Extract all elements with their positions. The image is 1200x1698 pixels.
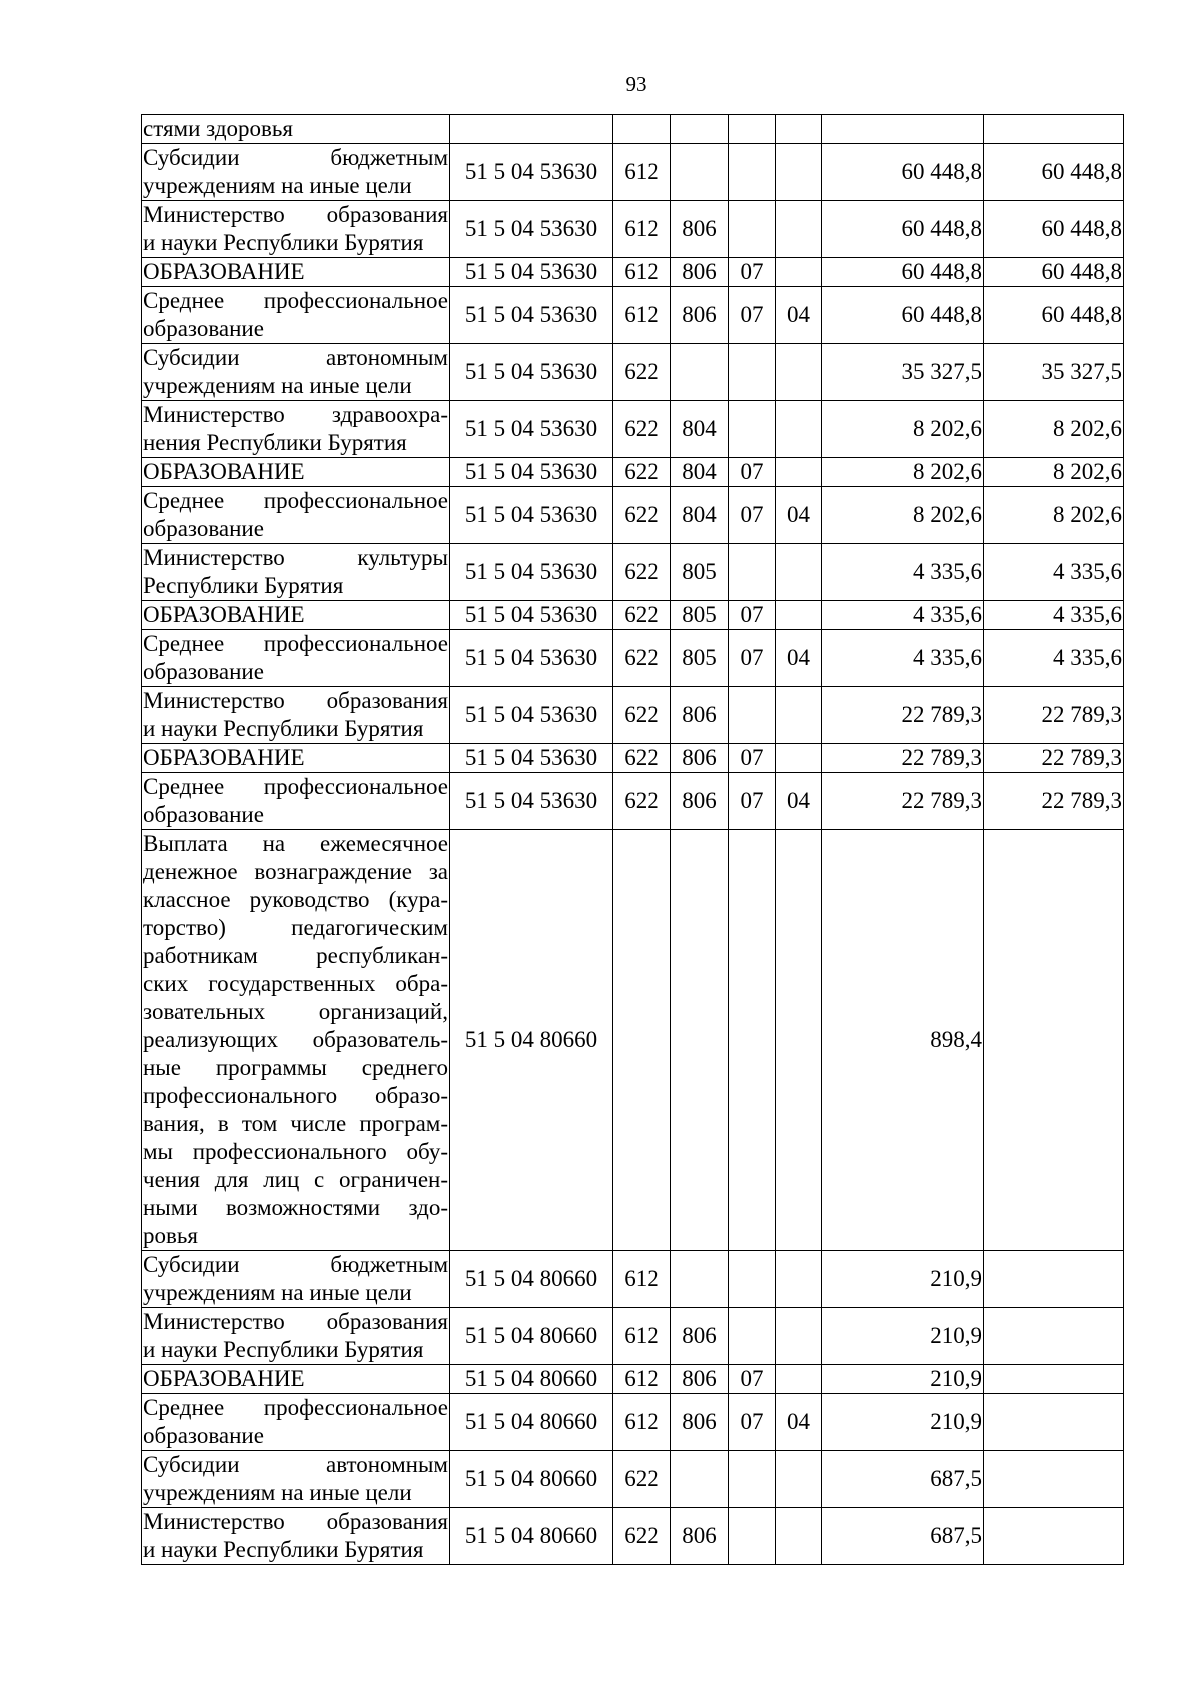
item-name-line: Субсидии бюджетным bbox=[143, 145, 448, 170]
target-article-cell: 51 5 04 53630 bbox=[450, 601, 613, 630]
target-article-cell: 51 5 04 53630 bbox=[450, 287, 613, 344]
expense-type-cell: 622 bbox=[613, 744, 671, 773]
amount-cell: 687,5 bbox=[822, 1451, 984, 1508]
expense-type-cell: 622 bbox=[613, 401, 671, 458]
table-row bbox=[142, 1451, 1124, 1508]
table-row bbox=[142, 258, 1124, 287]
table-row bbox=[142, 287, 1124, 344]
section-cell bbox=[729, 1308, 776, 1365]
ministry-code-cell: 806 bbox=[671, 1394, 729, 1451]
item-name-line: ные программы среднего bbox=[143, 1055, 448, 1080]
amount-approved-cell: 8 202,6 bbox=[984, 401, 1124, 458]
item-name-line: денежное вознаграждение за bbox=[143, 859, 448, 884]
amount-approved-cell bbox=[984, 1451, 1124, 1508]
item-name-line: ОБРАЗОВАНИЕ bbox=[143, 745, 305, 770]
ministry-code-cell bbox=[671, 1451, 729, 1508]
table-row bbox=[142, 1251, 1124, 1308]
subsection-cell bbox=[776, 144, 822, 201]
item-name-line: ОБРАЗОВАНИЕ bbox=[143, 459, 305, 484]
table-row bbox=[142, 1365, 1124, 1394]
subsection-cell: 04 bbox=[776, 773, 822, 830]
subsection-cell bbox=[776, 1308, 822, 1365]
page-number: 93 bbox=[625, 72, 647, 96]
item-name-cell bbox=[142, 344, 450, 401]
amount-approved-cell: 35 327,5 bbox=[984, 344, 1124, 401]
item-name-line: реализующих образователь- bbox=[143, 1027, 448, 1052]
target-article-cell: 51 5 04 53630 bbox=[450, 401, 613, 458]
section-cell: 07 bbox=[729, 744, 776, 773]
expense-type-cell: 612 bbox=[613, 1365, 671, 1394]
item-name-cell bbox=[142, 458, 450, 487]
target-article-cell: 51 5 04 53630 bbox=[450, 744, 613, 773]
item-name-line: зовательных организаций, bbox=[143, 999, 448, 1024]
subsection-cell bbox=[776, 744, 822, 773]
item-name-line: работникам республикан- bbox=[143, 943, 448, 968]
target-article-cell: 51 5 04 53630 bbox=[450, 144, 613, 201]
ministry-code-cell: 806 bbox=[671, 1308, 729, 1365]
amount-cell: 4 335,6 bbox=[822, 601, 984, 630]
item-name-line: чения для лиц с ограничен- bbox=[143, 1167, 448, 1192]
ministry-code-cell: 806 bbox=[671, 287, 729, 344]
section-cell bbox=[729, 401, 776, 458]
amount-cell: 4 335,6 bbox=[822, 630, 984, 687]
target-article-cell: 51 5 04 53630 bbox=[450, 687, 613, 744]
section-cell: 07 bbox=[729, 258, 776, 287]
table-row bbox=[142, 544, 1124, 601]
table-row bbox=[142, 201, 1124, 258]
item-name-line: образование bbox=[143, 316, 264, 341]
item-name-cell bbox=[142, 544, 450, 601]
item-name-line: нения Республики Бурятия bbox=[143, 430, 407, 455]
expense-type-cell: 622 bbox=[613, 630, 671, 687]
item-name-cell bbox=[142, 1451, 450, 1508]
ministry-code-cell bbox=[671, 115, 729, 144]
amount-cell: 210,9 bbox=[822, 1251, 984, 1308]
expense-type-cell: 622 bbox=[613, 687, 671, 744]
table-row bbox=[142, 773, 1124, 830]
item-name-line: и науки Республики Бурятия bbox=[143, 230, 424, 255]
item-name-cell bbox=[142, 401, 450, 458]
target-article-cell: 51 5 04 80660 bbox=[450, 1451, 613, 1508]
table-row bbox=[142, 344, 1124, 401]
section-cell bbox=[729, 115, 776, 144]
amount-approved-cell: 60 448,8 bbox=[984, 258, 1124, 287]
table-row bbox=[142, 144, 1124, 201]
table-row bbox=[142, 1508, 1124, 1565]
item-name-line: образование bbox=[143, 659, 264, 684]
target-article-cell: 51 5 04 53630 bbox=[450, 258, 613, 287]
expense-type-cell bbox=[613, 830, 671, 1251]
amount-cell: 60 448,8 bbox=[822, 258, 984, 287]
expense-type-cell: 612 bbox=[613, 1251, 671, 1308]
section-cell: 07 bbox=[729, 773, 776, 830]
expense-type-cell: 622 bbox=[613, 487, 671, 544]
target-article-cell: 51 5 04 53630 bbox=[450, 458, 613, 487]
amount-approved-cell: 22 789,3 bbox=[984, 773, 1124, 830]
subsection-cell bbox=[776, 458, 822, 487]
table-row bbox=[142, 1394, 1124, 1451]
item-name-cell bbox=[142, 115, 450, 144]
section-cell: 07 bbox=[729, 287, 776, 344]
expense-type-cell: 612 bbox=[613, 144, 671, 201]
target-article-cell: 51 5 04 53630 bbox=[450, 344, 613, 401]
subsection-cell bbox=[776, 601, 822, 630]
item-name-line: Среднее профессиональное bbox=[143, 631, 448, 656]
ministry-code-cell: 805 bbox=[671, 544, 729, 601]
expense-type-cell: 622 bbox=[613, 1508, 671, 1565]
subsection-cell bbox=[776, 1365, 822, 1394]
item-name-line: образование bbox=[143, 516, 264, 541]
target-article-cell: 51 5 04 80660 bbox=[450, 1251, 613, 1308]
amount-approved-cell: 4 335,6 bbox=[984, 601, 1124, 630]
table-row bbox=[142, 830, 1124, 1251]
item-name-line: Среднее профессиональное bbox=[143, 1395, 448, 1420]
table-row bbox=[142, 115, 1124, 144]
item-name-line: Среднее профессиональное bbox=[143, 488, 448, 513]
item-name-line: образование bbox=[143, 802, 264, 827]
amount-approved-cell bbox=[984, 1308, 1124, 1365]
ministry-code-cell bbox=[671, 144, 729, 201]
item-name-cell bbox=[142, 773, 450, 830]
ministry-code-cell: 804 bbox=[671, 401, 729, 458]
amount-cell: 210,9 bbox=[822, 1394, 984, 1451]
amount-approved-cell: 4 335,6 bbox=[984, 544, 1124, 601]
item-name-cell bbox=[142, 258, 450, 287]
subsection-cell bbox=[776, 258, 822, 287]
item-name-line: и науки Республики Бурятия bbox=[143, 1537, 424, 1562]
ministry-code-cell: 806 bbox=[671, 744, 729, 773]
expense-type-cell: 622 bbox=[613, 458, 671, 487]
target-article-cell: 51 5 04 53630 bbox=[450, 630, 613, 687]
ministry-code-cell: 806 bbox=[671, 201, 729, 258]
ministry-code-cell bbox=[671, 344, 729, 401]
expense-type-cell: 612 bbox=[613, 1394, 671, 1451]
amount-approved-cell: 60 448,8 bbox=[984, 287, 1124, 344]
item-name-cell bbox=[142, 830, 450, 1251]
section-cell: 07 bbox=[729, 487, 776, 544]
item-name-cell bbox=[142, 1365, 450, 1394]
subsection-cell: 04 bbox=[776, 487, 822, 544]
section-cell bbox=[729, 344, 776, 401]
table-row bbox=[142, 601, 1124, 630]
item-name-line: Министерство здравоохра- bbox=[143, 402, 448, 427]
item-name-cell bbox=[142, 601, 450, 630]
item-name-line: Министерство образования bbox=[143, 688, 448, 713]
section-cell bbox=[729, 830, 776, 1251]
amount-approved-cell: 60 448,8 bbox=[984, 201, 1124, 258]
amount-cell: 4 335,6 bbox=[822, 544, 984, 601]
section-cell bbox=[729, 1451, 776, 1508]
table-row bbox=[142, 1308, 1124, 1365]
expense-type-cell: 612 bbox=[613, 1308, 671, 1365]
item-name-line: и науки Республики Бурятия bbox=[143, 1337, 424, 1362]
amount-approved-cell: 60 448,8 bbox=[984, 144, 1124, 201]
amount-approved-cell: 4 335,6 bbox=[984, 630, 1124, 687]
amount-approved-cell bbox=[984, 1508, 1124, 1565]
item-name-line: ОБРАЗОВАНИЕ bbox=[143, 259, 305, 284]
ministry-code-cell: 806 bbox=[671, 773, 729, 830]
item-name-cell bbox=[142, 744, 450, 773]
item-name-line: мы профессионального обу- bbox=[143, 1139, 448, 1164]
amount-cell: 687,5 bbox=[822, 1508, 984, 1565]
ministry-code-cell: 805 bbox=[671, 630, 729, 687]
target-article-cell: 51 5 04 53630 bbox=[450, 487, 613, 544]
item-name-line: ОБРАЗОВАНИЕ bbox=[143, 1366, 305, 1391]
ministry-code-cell: 806 bbox=[671, 1508, 729, 1565]
amount-cell: 22 789,3 bbox=[822, 687, 984, 744]
expense-type-cell: 622 bbox=[613, 1451, 671, 1508]
table-row bbox=[142, 487, 1124, 544]
target-article-cell: 51 5 04 80660 bbox=[450, 830, 613, 1251]
ministry-code-cell: 804 bbox=[671, 458, 729, 487]
expense-type-cell: 612 bbox=[613, 201, 671, 258]
subsection-cell bbox=[776, 544, 822, 601]
item-name-line: Выплата на ежемесячное bbox=[143, 831, 448, 856]
amount-approved-cell bbox=[984, 830, 1124, 1251]
subsection-cell bbox=[776, 687, 822, 744]
subsection-cell bbox=[776, 201, 822, 258]
amount-cell: 210,9 bbox=[822, 1365, 984, 1394]
item-name-line: Министерство образования bbox=[143, 1509, 448, 1534]
item-name-cell bbox=[142, 687, 450, 744]
item-name-cell bbox=[142, 287, 450, 344]
section-cell bbox=[729, 1251, 776, 1308]
target-article-cell bbox=[450, 115, 613, 144]
item-name-line: ских государственных обра- bbox=[143, 971, 448, 996]
item-name-cell bbox=[142, 630, 450, 687]
section-cell: 07 bbox=[729, 630, 776, 687]
amount-approved-cell bbox=[984, 1394, 1124, 1451]
item-name-line: учреждениям на иные цели bbox=[143, 173, 412, 198]
expense-type-cell: 622 bbox=[613, 773, 671, 830]
item-name-line: и науки Республики Бурятия bbox=[143, 716, 424, 741]
amount-cell bbox=[822, 115, 984, 144]
amount-cell: 22 789,3 bbox=[822, 744, 984, 773]
target-article-cell: 51 5 04 53630 bbox=[450, 544, 613, 601]
table-row bbox=[142, 744, 1124, 773]
subsection-cell: 04 bbox=[776, 630, 822, 687]
item-name-line: Республики Бурятия bbox=[143, 573, 344, 598]
item-name-line: учреждениям на иные цели bbox=[143, 1480, 412, 1505]
amount-cell: 60 448,8 bbox=[822, 201, 984, 258]
amount-approved-cell: 8 202,6 bbox=[984, 487, 1124, 544]
ministry-code-cell: 805 bbox=[671, 601, 729, 630]
ministry-code-cell: 806 bbox=[671, 687, 729, 744]
expense-type-cell: 622 bbox=[613, 544, 671, 601]
target-article-cell: 51 5 04 53630 bbox=[450, 201, 613, 258]
subsection-cell bbox=[776, 1451, 822, 1508]
subsection-cell bbox=[776, 1508, 822, 1565]
item-name-line: Министерство культуры bbox=[143, 545, 448, 570]
item-name-line: учреждениям на иные цели bbox=[143, 1280, 412, 1305]
section-cell bbox=[729, 1508, 776, 1565]
section-cell bbox=[729, 144, 776, 201]
subsection-cell bbox=[776, 1251, 822, 1308]
section-cell: 07 bbox=[729, 1394, 776, 1451]
ministry-code-cell bbox=[671, 1251, 729, 1308]
item-name-line: образование bbox=[143, 1423, 264, 1448]
subsection-cell bbox=[776, 401, 822, 458]
target-article-cell: 51 5 04 80660 bbox=[450, 1508, 613, 1565]
subsection-cell bbox=[776, 115, 822, 144]
target-article-cell: 51 5 04 80660 bbox=[450, 1365, 613, 1394]
item-name-line: Министерство образования bbox=[143, 1309, 448, 1334]
item-name-cell bbox=[142, 487, 450, 544]
section-cell: 07 bbox=[729, 1365, 776, 1394]
amount-approved-cell bbox=[984, 115, 1124, 144]
amount-cell: 8 202,6 bbox=[822, 487, 984, 544]
item-name-cell bbox=[142, 1508, 450, 1565]
item-name-cell bbox=[142, 201, 450, 258]
item-name-line: стями здоровья bbox=[143, 116, 293, 141]
amount-cell: 8 202,6 bbox=[822, 401, 984, 458]
target-article-cell: 51 5 04 80660 bbox=[450, 1394, 613, 1451]
ministry-code-cell: 806 bbox=[671, 1365, 729, 1394]
expense-type-cell: 612 bbox=[613, 287, 671, 344]
item-name-line: Министерство образования bbox=[143, 202, 448, 227]
amount-approved-cell bbox=[984, 1251, 1124, 1308]
table-row bbox=[142, 687, 1124, 744]
expense-type-cell: 612 bbox=[613, 258, 671, 287]
amount-cell: 210,9 bbox=[822, 1308, 984, 1365]
expense-type-cell bbox=[613, 115, 671, 144]
amount-approved-cell: 22 789,3 bbox=[984, 687, 1124, 744]
budget-table-body bbox=[142, 115, 1124, 1565]
amount-cell: 35 327,5 bbox=[822, 344, 984, 401]
item-name-cell bbox=[142, 1251, 450, 1308]
subsection-cell bbox=[776, 344, 822, 401]
amount-cell: 60 448,8 bbox=[822, 144, 984, 201]
table-row bbox=[142, 630, 1124, 687]
item-name-line: профессионального образо- bbox=[143, 1083, 448, 1108]
item-name-cell bbox=[142, 144, 450, 201]
item-name-cell bbox=[142, 1308, 450, 1365]
budget-table bbox=[141, 114, 1124, 1565]
item-name-line: вания, в том числе програм- bbox=[143, 1111, 448, 1136]
amount-cell: 22 789,3 bbox=[822, 773, 984, 830]
item-name-line: учреждениям на иные цели bbox=[143, 373, 412, 398]
item-name-line: ровья bbox=[143, 1223, 198, 1248]
table-row bbox=[142, 458, 1124, 487]
amount-approved-cell: 22 789,3 bbox=[984, 744, 1124, 773]
target-article-cell: 51 5 04 80660 bbox=[450, 1308, 613, 1365]
section-cell bbox=[729, 201, 776, 258]
expense-type-cell: 622 bbox=[613, 344, 671, 401]
item-name-line: ОБРАЗОВАНИЕ bbox=[143, 602, 305, 627]
amount-approved-cell bbox=[984, 1365, 1124, 1394]
ministry-code-cell: 806 bbox=[671, 258, 729, 287]
section-cell bbox=[729, 687, 776, 744]
item-name-line: торство) педагогическим bbox=[143, 915, 448, 940]
amount-cell: 898,4 bbox=[822, 830, 984, 1251]
section-cell: 07 bbox=[729, 458, 776, 487]
item-name-line: ными возможностями здо- bbox=[143, 1195, 448, 1220]
item-name-cell bbox=[142, 1394, 450, 1451]
subsection-cell: 04 bbox=[776, 1394, 822, 1451]
item-name-line: Субсидии автономным bbox=[143, 345, 448, 370]
expense-type-cell: 622 bbox=[613, 601, 671, 630]
ministry-code-cell: 804 bbox=[671, 487, 729, 544]
subsection-cell: 04 bbox=[776, 287, 822, 344]
section-cell: 07 bbox=[729, 601, 776, 630]
item-name-line: Субсидии автономным bbox=[143, 1452, 448, 1477]
item-name-line: Среднее профессиональное bbox=[143, 288, 448, 313]
subsection-cell bbox=[776, 830, 822, 1251]
amount-approved-cell: 8 202,6 bbox=[984, 458, 1124, 487]
table-row bbox=[142, 401, 1124, 458]
section-cell bbox=[729, 544, 776, 601]
amount-cell: 8 202,6 bbox=[822, 458, 984, 487]
item-name-line: Субсидии бюджетным bbox=[143, 1252, 448, 1277]
target-article-cell: 51 5 04 53630 bbox=[450, 773, 613, 830]
amount-cell: 60 448,8 bbox=[822, 287, 984, 344]
item-name-line: классное руководство (кура- bbox=[143, 887, 448, 912]
ministry-code-cell bbox=[671, 830, 729, 1251]
item-name-line: Среднее профессиональное bbox=[143, 774, 448, 799]
